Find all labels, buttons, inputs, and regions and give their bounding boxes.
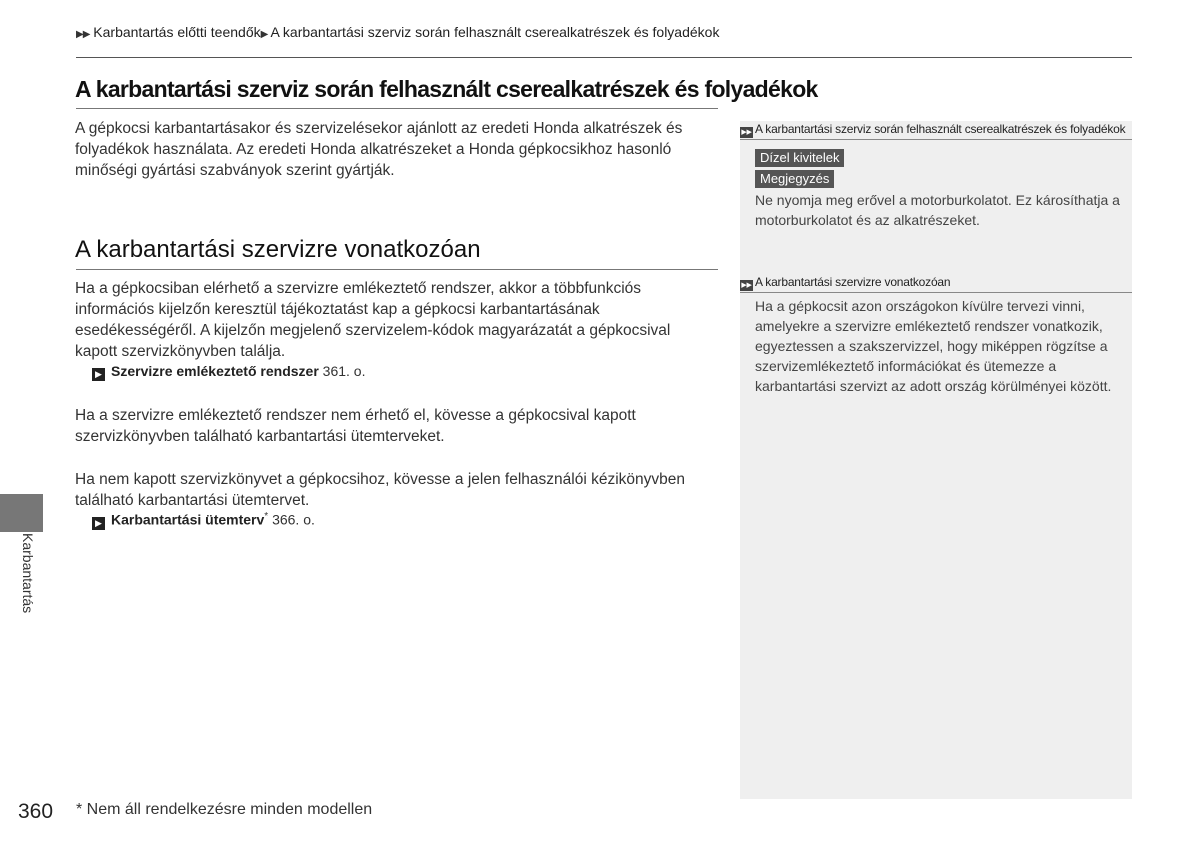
reference-page: 361. o. [318,363,366,379]
badge-note: Megjegyzés [755,170,834,188]
breadcrumb [76,24,719,40]
paragraph-no-reminder: Ha a szervizre emlékeztető rendszer nem érhető el, kövesse a gépkocsival kapott szervizkönyvben található karbantartási ütemterveket. [75,407,636,445]
sidebar-divider [740,292,1132,293]
section-divider [76,269,718,270]
reference-arrow-icon: ▶ [92,517,105,530]
sidebar-arrow-icon: ▶▶ [741,282,752,289]
sidebar-divider [740,139,1132,140]
title-divider [76,108,718,109]
chapter-tab-marker [0,494,43,532]
badge-diesel: Dízel kivitelek [755,149,844,167]
sidebar-heading-text: A karbantartási szervizre vonatkozóan [755,275,951,289]
section-title-replacement-parts: A karbantartási szerviz során felhasznált cserealkatrészek és folyadékok [75,76,818,102]
sidebar-heading-service [740,275,1132,291]
section-title-service: A karbantartási szervizre vonatkozóan [75,236,481,263]
reference-page: 366. o. [268,511,315,528]
sidebar-heading-text: A karbantartási szerviz során felhasznált cserealkatrészek és folyadékok [755,122,1126,136]
reference-link-reminder[interactable] [92,363,365,381]
sidebar-note-text: Ne nyomja meg erővel a motorburkolatot. Ez károsíthatja a motorburkolatot és az alkatrészeket. [755,192,1120,228]
reference-arrow-icon: ▶ [92,368,105,381]
reference-label: Szervizre emlékeztető rendszer [111,363,319,379]
asterisk: * [264,511,269,522]
breadcrumb-item-1[interactable]: Karbantartás előtti teendők [93,24,261,40]
sidebar-heading-parts [740,122,1132,138]
sidebar-service-text: Ha a gépkocsit azon országokon kívülre tervezi vinni, amelyekre a szervizre emlékeztető rendszer vonatkozik, egyeztessen a szakszervizzel, hogy miképpen rögzítse a szervizemlékeztető információkat és ütemezze a karbantartási szervizt az adott ország körülményei között. [755,298,1112,394]
breadcrumb-separator-icon: ▶ [260,29,268,40]
breadcrumb-item-2[interactable]: A karbantartási szerviz során felhasznált cserealkatrészek és folyadékok [270,24,720,40]
top-divider [76,57,1132,58]
breadcrumb-arrows-icon: ▶▶ [76,29,90,40]
paragraph-honda-parts: A gépkocsi karbantartásakor és szervizelésekor ajánlott az eredeti Honda alkatrészek és folyadékok használata. Az eredeti Honda alkatrészeket a Honda gépkocsikhoz hasonló minőségi gyártási szabványok szerint gyártják. [75,120,683,179]
page-number: 360 [18,800,54,823]
footnote: * Nem áll rendelkezésre minden modellen [76,801,373,818]
paragraph-reminder-system: Ha a gépkocsiban elérhető a szervizre emlékeztető rendszer, akkor a többfunkciós információs kijelzőn keresztül tájékoztatást kap a gépkocsi karbantartásának esedékességéről. A kijelzőn megjelenő szervizelem-kódok magyarázatát a gépkocsival kapott szervizkönyvben találja. [75,280,671,360]
reference-label: Karbantartási ütemterv [111,511,265,528]
sidebar-arrow-icon: ▶▶ [741,129,752,136]
paragraph-no-book: Ha nem kapott szervizkönyvet a gépkocsihoz, kövesse a jelen felhasználói kézikönyvben található karbantartási ütemtervet. [75,471,685,509]
reference-link-schedule[interactable] [92,511,315,530]
chapter-tab-label: Karbantartás [20,533,36,614]
